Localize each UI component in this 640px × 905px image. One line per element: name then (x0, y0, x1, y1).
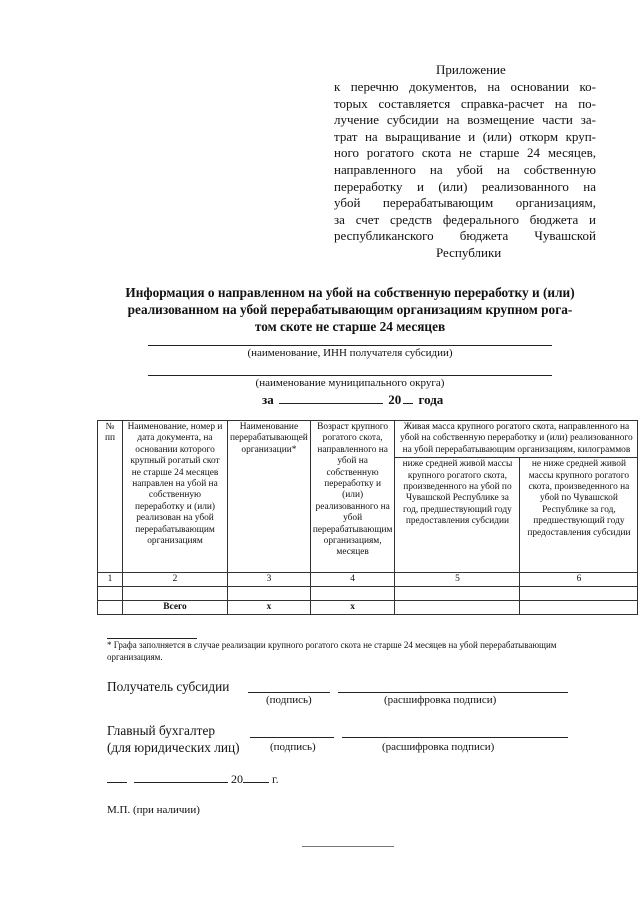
column-number: 3 (228, 573, 311, 587)
footnote: * Графа заполняется в случае реализации крупного рогатого скота не старше 24 месяцев на убой перерабатывающим организациям. (107, 640, 557, 662)
appendix-line: за счет средств федерального бюджета и (334, 211, 596, 227)
appendix-line: переработку и (или) реализованного на (334, 178, 596, 194)
appendix-text (334, 79, 596, 262)
table-cell (98, 601, 123, 615)
column-number: 5 (395, 573, 520, 587)
table-cell[interactable] (310, 587, 395, 601)
appendix-line: лучение субсидии на возмещение части за- (334, 112, 596, 128)
recipient-caption: (наименование, ИНН получателя субсидии) (247, 347, 453, 359)
recipient-decode-field[interactable] (338, 692, 568, 693)
total-col3: х (228, 601, 311, 615)
appendix-line: убой перерабатывающим организациям, (334, 195, 596, 211)
total-label: Всего (123, 601, 228, 615)
column-number: 1 (98, 573, 123, 587)
appendix-line: к перечню документов, на основании ко- (334, 79, 596, 94)
appendix-line: трат на выращивание и (или) откорм круп- (334, 128, 596, 144)
recipient-signature-field[interactable] (248, 692, 330, 693)
period-field[interactable] (279, 392, 383, 404)
recipient-field[interactable] (148, 345, 552, 346)
date-suffix: г. (272, 772, 279, 786)
decode-caption: (расшифровка подписи) (382, 741, 495, 753)
district-caption: (наименование муниципального округа) (255, 377, 445, 389)
document-title (100, 284, 600, 335)
title-line: реализованном на убой перерабатывающим организациям крупном рога- (127, 302, 573, 317)
data-table (97, 420, 638, 615)
column-number: 4 (310, 573, 395, 587)
page-bottom-rule (302, 846, 394, 847)
date-year-prefix: 20 (231, 772, 243, 786)
column-number: 6 (520, 573, 638, 587)
header-age: Возраст крупного рогатого скота, направленного на убой на собственную переработку и (или) реализованного на убой перерабатывающим организациям, месяцев (310, 421, 395, 573)
date-month-field[interactable] (134, 772, 228, 783)
appendix-line: торых составляется справка-расчет на по- (334, 95, 596, 111)
signature-caption: (подпись) (266, 694, 312, 706)
appendix-line: ного рогатого скота не старше 24 месяцев, (334, 145, 596, 161)
table-cell[interactable] (228, 587, 311, 601)
table-cell[interactable] (395, 587, 520, 601)
accountant-label: Главный бухгалтер (107, 723, 216, 738)
period-year-field[interactable] (403, 392, 413, 404)
footnote-divider (107, 638, 197, 639)
header-below: ниже средней живой массы крупного рогатого скота, произведенного на убой по Чувашской Республике за год, предшествующий году предоставления субсидии (395, 458, 520, 573)
total-col4: х (310, 601, 395, 615)
accountant-signature-field[interactable] (250, 737, 334, 738)
appendix-line-last: Республики (436, 244, 502, 260)
period-line (262, 392, 443, 408)
date-day-field[interactable] (107, 772, 127, 783)
period-prefix: за (262, 392, 274, 407)
date-line (107, 772, 279, 787)
total-row (98, 601, 638, 615)
appendix-line: республиканского бюджета Чувашской (334, 228, 596, 244)
accountant-label-note: (для юридических лиц) (107, 740, 240, 755)
recipient-signature-label: Получатель субсидии (107, 679, 230, 694)
header-org: Наименование перерабатывающей организации* (228, 421, 311, 573)
title-line: том скоте не старше 24 месяцев (254, 319, 446, 334)
table-cell[interactable] (395, 601, 520, 615)
date-year-field[interactable] (243, 772, 269, 783)
stamp-note: М.П. (при наличии) (107, 804, 200, 816)
table-cell[interactable] (123, 587, 228, 601)
header-weight: Живая масса крупного рогатого скота, направленного на убой на собственную переработку и (или) реализованного на убой перерабатывающим организациям, килограммов (395, 421, 638, 458)
table-cell[interactable] (520, 587, 638, 601)
signature-caption: (подпись) (270, 741, 316, 753)
appendix-line: направленного на убой на собственную (334, 161, 596, 177)
title-line: Информация о направленном на убой на собственную переработку и (или) (125, 285, 575, 300)
period-year: 20 (388, 392, 402, 407)
header-above: не ниже средней живой массы крупного рогатого скота, произведенного на убой по Чувашской Республике за год, предшествующий году предоставления субсидии (520, 458, 638, 573)
table-row (98, 587, 638, 601)
table-cell[interactable] (98, 587, 123, 601)
decode-caption: (расшифровка подписи) (384, 694, 497, 706)
period-suffix: года (418, 392, 444, 407)
appendix-title: Приложение (436, 62, 506, 77)
header-no: № пп (98, 421, 123, 573)
column-number: 2 (123, 573, 228, 587)
district-field[interactable] (148, 375, 552, 376)
table-cell[interactable] (520, 601, 638, 615)
header-name: Наименование, номер и дата документа, на основании которого крупный рогатый скот не старше 24 месяцев направлен на убой на собственную переработку и (или) реализован на убой перерабатывающим организациям (123, 421, 228, 573)
accountant-decode-field[interactable] (342, 737, 568, 738)
